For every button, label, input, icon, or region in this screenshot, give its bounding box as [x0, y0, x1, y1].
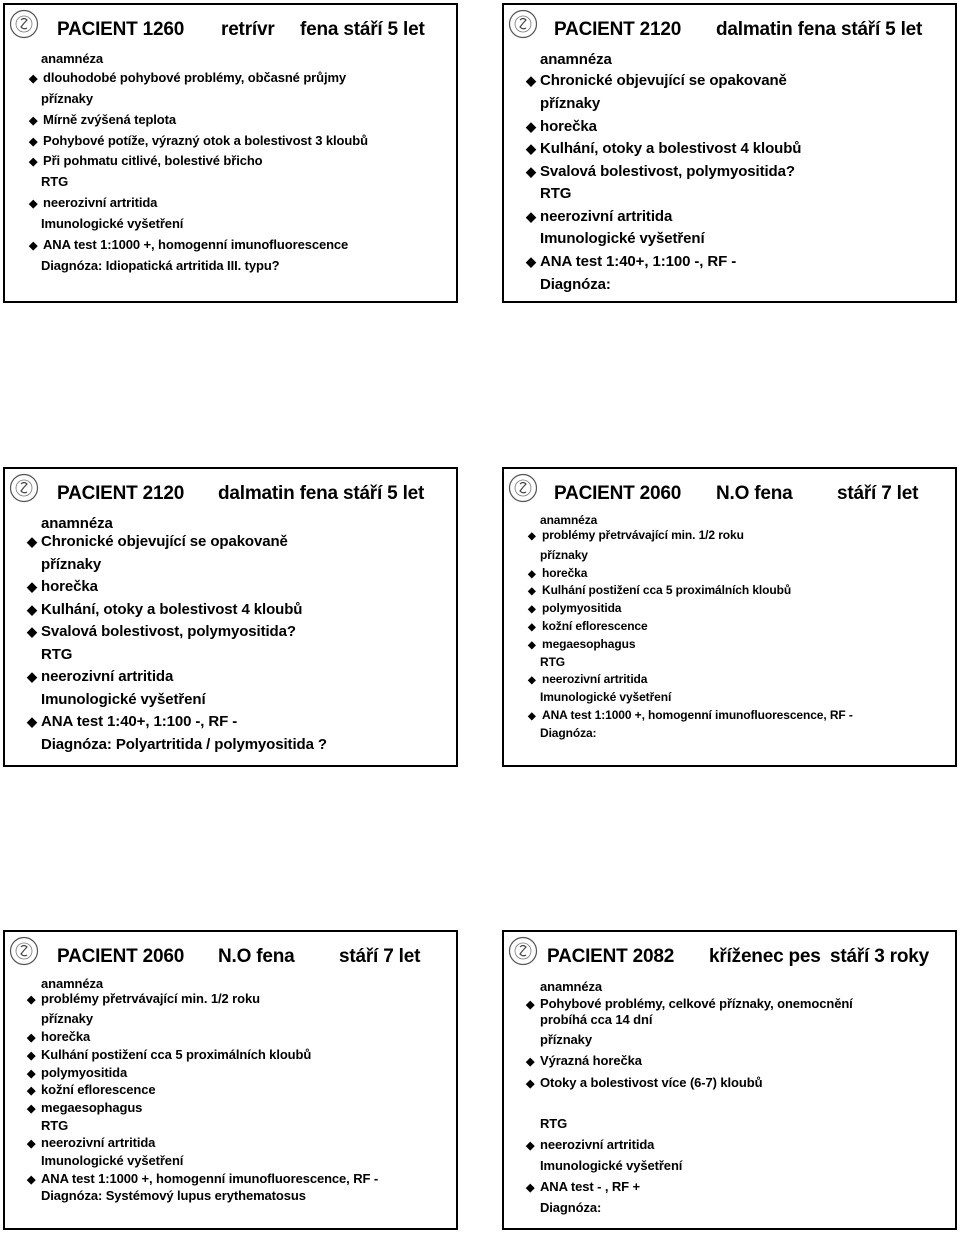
section-label: příznaky — [540, 1032, 592, 1047]
section-label: anamnéza — [41, 515, 113, 532]
bullet-item: ◆ ANA test 1:1000 +, homogenní imunofluorescence, RF - — [27, 1171, 378, 1186]
bullet-item: ◆ polymyositida — [528, 601, 621, 615]
slide-title-id: PACIENT 2082 — [547, 946, 675, 967]
bullet-item: ◆ Kulhání postižení cca 5 proximálních kloubů — [528, 583, 791, 597]
bullet-item: ◆ kožní eflorescence — [528, 619, 648, 633]
university-seal-icon — [508, 9, 538, 39]
bullet-item: ◆ ANA test 1:1000 +, homogenní imunofluorescence — [29, 237, 348, 252]
section-label: Imunologické vyšetření — [41, 691, 206, 708]
bullet-item: ◆ megaesophagus — [27, 1100, 142, 1115]
slide-title-age: stáří 7 let — [339, 946, 421, 967]
bullet-item: ◆ Pohybové problémy, celkové příznaky, onemocnění — [526, 996, 853, 1011]
bullet-item: ◆ dlouhodobé pohybové problémy, občasné průjmy — [29, 70, 346, 85]
section-label: anamnéza — [41, 976, 104, 991]
slide-title-breed-sex-age: dalmatin fena stáří 5 let — [716, 19, 923, 40]
bullet-item: ◆ problémy přetrvávající min. 1/2 roku — [27, 991, 260, 1006]
section-label: RTG — [540, 1116, 568, 1131]
bullet-item: ◆ Kulhání, otoky a bolestivost 4 kloubů — [526, 140, 801, 157]
bullet-item: ◆ neerozivní artritida — [528, 672, 647, 686]
bullet-item: ◆ Pohybové potíže, výrazný otok a bolestivost 3 kloubů — [29, 133, 368, 148]
slide-title-id: PACIENT 2060 — [57, 946, 185, 967]
slide-5 — [3, 930, 458, 1230]
section-label: anamnéza — [540, 979, 603, 994]
section-label: RTG — [540, 185, 572, 202]
section-label: příznaky — [540, 95, 601, 112]
section-label: RTG — [41, 646, 73, 663]
university-seal-icon — [508, 936, 538, 966]
slide-title-age: stáří 3 roky — [830, 946, 929, 967]
bullet-item: ◆ Otoky a bolestivost více (6-7) kloubů — [526, 1075, 762, 1090]
bullet-item: ◆ horečka — [528, 566, 587, 580]
bullet-item: ◆ Svalová bolestivost, polymyositida? — [526, 163, 795, 180]
diagnosis-line: Diagnóza: — [540, 276, 611, 293]
diagnosis-line: Diagnóza: Polyartritida / polymyositida ? — [41, 736, 327, 753]
bullet-item: ◆ ANA test - , RF + — [526, 1179, 640, 1194]
section-label: příznaky — [540, 548, 588, 562]
slide-title-id: PACIENT 2120 — [554, 19, 682, 40]
slide-title-breed: kříženec pes — [709, 946, 821, 967]
bullet-item: ◆ neerozivní artritida — [526, 208, 672, 225]
university-seal-icon — [9, 473, 39, 503]
university-seal-icon — [9, 9, 39, 39]
slide-title-breed: N.O fena — [218, 946, 295, 967]
section-label: Imunologické vyšetření — [540, 690, 672, 704]
bullet-item: ◆ Kulhání postižení cca 5 proximálních kloubů — [27, 1047, 311, 1062]
slide-title-age: stáří 7 let — [837, 483, 919, 504]
bullet-item: ◆ Při pohmatu citlivé, bolestivé břicho — [29, 153, 263, 168]
bullet-item: ◆ Svalová bolestivost, polymyositida? — [27, 623, 296, 640]
bullet-item: ◆ polymyositida — [27, 1065, 127, 1080]
university-seal-icon — [508, 473, 538, 503]
bullet-item: ◆ horečka — [526, 118, 597, 135]
continuation-line: probíhá cca 14 dní — [540, 1012, 653, 1027]
slide-title-id: PACIENT 2120 — [57, 483, 185, 504]
slide-title-id: PACIENT 1260 — [57, 19, 185, 40]
diagnosis-line: Diagnóza: Idiopatická artritida III. typu? — [41, 258, 280, 273]
section-label: příznaky — [41, 556, 102, 573]
bullet-item: ◆ neerozivní artritida — [29, 195, 157, 210]
section-label: RTG — [41, 1118, 69, 1133]
bullet-item: ◆ kožní eflorescence — [27, 1082, 156, 1097]
section-label: Imunologické vyšetření — [540, 230, 705, 247]
slide-1 — [3, 3, 458, 303]
section-label: RTG — [540, 655, 566, 669]
slide-2 — [502, 3, 957, 303]
bullet-item: ◆ ANA test 1:40+, 1:100 -, RF - — [27, 713, 237, 730]
section-label: Imunologické vyšetření — [540, 1158, 683, 1173]
bullet-item: ◆ neerozivní artritida — [27, 668, 173, 685]
section-label: anamnéza — [41, 51, 104, 66]
section-label: RTG — [41, 174, 69, 189]
slide-title-breed: N.O fena — [716, 483, 793, 504]
diagnosis-line: Diagnóza: Systémový lupus erythematosus — [41, 1188, 306, 1203]
bullet-item: ◆ horečka — [27, 578, 98, 595]
bullet-item: ◆ problémy přetrvávající min. 1/2 roku — [528, 528, 744, 542]
university-seal-icon — [9, 936, 39, 966]
bullet-item: ◆ horečka — [27, 1029, 90, 1044]
diagnosis-line: Diagnóza: — [540, 726, 597, 740]
bullet-item: ◆ Mírně zvýšená teplota — [29, 112, 176, 127]
slide-title-id: PACIENT 2060 — [554, 483, 682, 504]
bullet-item: ◆ Chronické objevující se opakovaně — [526, 72, 787, 89]
section-label: anamnéza — [540, 513, 598, 527]
bullet-item: ◆ Chronické objevující se opakovaně — [27, 533, 288, 550]
slide-3 — [3, 467, 458, 767]
bullet-item: ◆ Kulhání, otoky a bolestivost 4 kloubů — [27, 601, 302, 618]
section-label: Imunologické vyšetření — [41, 1153, 184, 1168]
slide-title-breed-sex-age: dalmatin fena stáří 5 let — [218, 483, 425, 504]
section-label: příznaky — [41, 91, 93, 106]
bullet-item: ◆ ANA test 1:40+, 1:100 -, RF - — [526, 253, 736, 270]
slide-title-breed: retrívr — [221, 19, 275, 40]
diagnosis-line: Diagnóza: — [540, 1200, 602, 1215]
slide-6 — [502, 930, 957, 1230]
bullet-item: ◆ ANA test 1:1000 +, homogenní imunofluorescence, RF - — [528, 708, 853, 722]
slide-4 — [502, 467, 957, 767]
bullet-item: ◆ neerozivní artritida — [27, 1135, 155, 1150]
bullet-item: ◆ neerozivní artritida — [526, 1137, 654, 1152]
section-label: příznaky — [41, 1011, 93, 1026]
section-label: Imunologické vyšetření — [41, 216, 184, 231]
slide-title-sex-age: fena stáří 5 let — [300, 19, 425, 40]
section-label: anamnéza — [540, 51, 612, 68]
bullet-item: ◆ megaesophagus — [528, 637, 635, 651]
bullet-item: ◆ Výrazná horečka — [526, 1053, 642, 1068]
